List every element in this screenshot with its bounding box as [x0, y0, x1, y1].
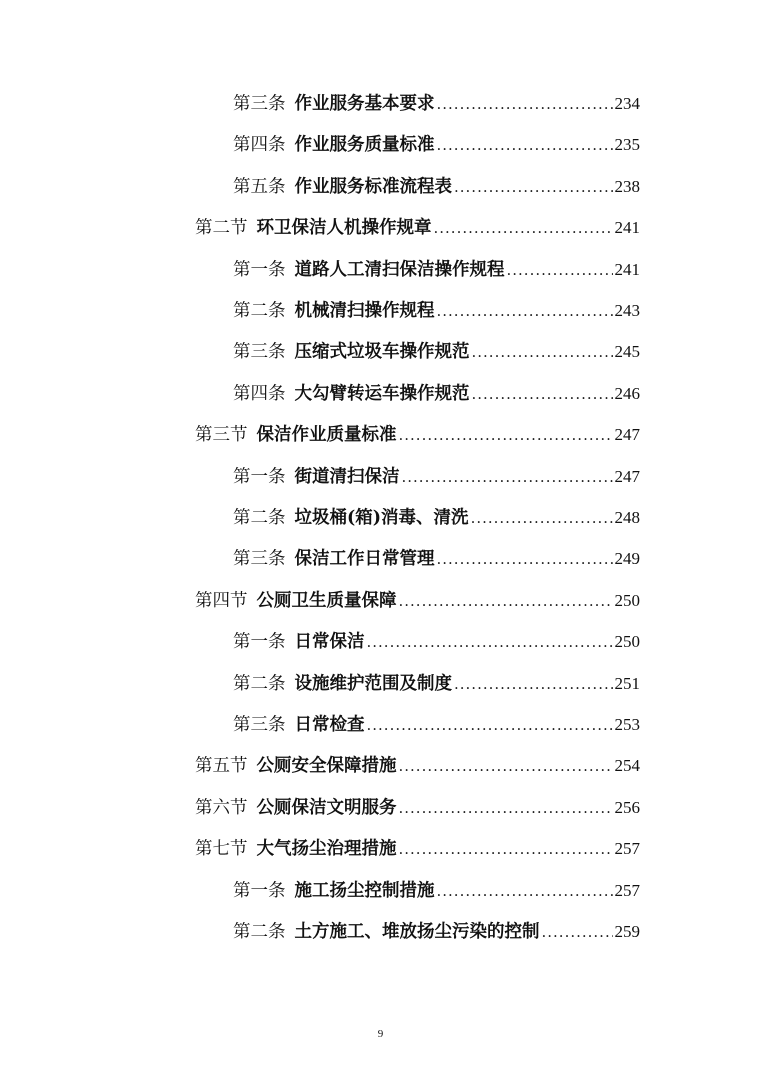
- toc-leader-dots: [471, 509, 613, 527]
- toc-entry-number: 第二条: [233, 673, 286, 694]
- toc-entry-number: 第三条: [233, 715, 286, 735]
- toc-entry-page: 249: [614, 549, 640, 569]
- toc-entry-title: 保洁工作日常管理: [294, 549, 435, 570]
- toc-entry-title: 道路人工清扫保洁操作规程: [294, 259, 505, 280]
- toc-entry-number: 第一条: [233, 466, 286, 487]
- toc-entry[interactable]: [233, 628, 640, 658]
- toc-entry-title: 公厕卫生质量保障: [256, 590, 397, 611]
- toc-leader-dots: [402, 468, 613, 486]
- toc-entry[interactable]: [233, 256, 640, 286]
- toc-leader-dots: [437, 95, 613, 113]
- toc-entry-page: 251: [614, 673, 640, 693]
- toc-entry-page: 241: [614, 259, 640, 279]
- toc-entry-title: 大勾臂转运车操作规范: [294, 383, 470, 404]
- toc-entry-page: 247: [614, 466, 640, 486]
- toc-entry-page: 243: [614, 301, 640, 320]
- toc-entry[interactable]: [195, 587, 640, 617]
- toc-entry-page: 256: [614, 797, 640, 817]
- toc-leader-dots: [367, 716, 613, 734]
- toc-leader-dots: [454, 675, 613, 693]
- toc-entry[interactable]: [233, 670, 640, 700]
- toc-leader-dots: [507, 261, 613, 279]
- toc-entry-title: 土方施工、堆放扬尘污染的控制: [294, 922, 540, 942]
- toc-entry-title: 公厕安全保障措施: [256, 756, 397, 777]
- toc-entry-title: 施工扬尘控制措施: [294, 880, 435, 901]
- toc-entry-number: 第四条: [233, 135, 286, 156]
- toc-entry-title: 机械清扫操作规程: [294, 301, 435, 321]
- toc-entry-page: 246: [614, 383, 640, 403]
- toc-entry-number: 第五节: [195, 756, 248, 777]
- toc-leader-dots: [434, 219, 613, 237]
- toc-entry[interactable]: [195, 835, 640, 865]
- toc-entry-page: 257: [614, 839, 640, 859]
- toc-entry-title: 压缩式垃圾车操作规范: [294, 342, 470, 363]
- toc-leader-dots: [399, 799, 613, 817]
- toc-entry-number: 第一条: [233, 259, 286, 280]
- toc-leader-dots: [472, 343, 613, 361]
- toc-entry[interactable]: [195, 214, 640, 244]
- toc-entry-number: 第四条: [233, 383, 286, 404]
- toc-entry[interactable]: [195, 752, 640, 782]
- toc-entry-number: 第三节: [195, 425, 248, 446]
- toc-entry[interactable]: [233, 504, 640, 534]
- toc-leader-dots: [399, 840, 613, 858]
- toc-entry-title: 环卫保洁人机操作规章: [256, 218, 432, 239]
- toc-entry-title: 作业服务基本要求: [294, 94, 435, 114]
- toc-entry[interactable]: [233, 877, 640, 907]
- toc-leader-dots: [542, 923, 613, 941]
- toc-entry-title: 保洁作业质量标准: [256, 425, 397, 446]
- toc-entry-number: 第五条: [233, 176, 286, 197]
- toc-leader-dots: [437, 136, 613, 154]
- toc-entry-page: 257: [614, 880, 640, 900]
- toc-entry[interactable]: [233, 380, 640, 410]
- toc-entry-page: 250: [614, 590, 640, 610]
- toc-leader-dots: [399, 757, 613, 775]
- toc-leader-dots: [437, 882, 613, 900]
- toc-entry[interactable]: [233, 338, 640, 368]
- toc-leader-dots: [472, 385, 613, 403]
- toc-entry-number: 第四节: [195, 590, 248, 611]
- toc-entry-page: 238: [614, 176, 640, 196]
- toc-entry-number: 第二条: [233, 922, 286, 942]
- toc-entry[interactable]: [233, 173, 640, 203]
- toc-entry-number: 第三条: [233, 94, 286, 114]
- toc-entry[interactable]: [195, 421, 640, 451]
- toc-entry[interactable]: [233, 131, 640, 161]
- toc-entry-number: 第二条: [233, 508, 286, 528]
- toc-entry-title: 作业服务质量标准: [294, 135, 435, 156]
- page-number: 9: [377, 1028, 384, 1040]
- toc-leader-dots: [437, 302, 613, 320]
- toc-leader-dots: [399, 426, 613, 444]
- toc-entry-page: 234: [614, 94, 640, 113]
- toc-entry[interactable]: [233, 545, 640, 575]
- toc-entry-number: 第三条: [233, 549, 286, 570]
- toc-entry-number: 第七节: [195, 839, 248, 860]
- toc-entry-title: 作业服务标准流程表: [294, 176, 452, 197]
- toc-entry-page: 245: [614, 342, 640, 362]
- toc-entry[interactable]: [233, 90, 640, 120]
- toc-entry-number: 第六节: [195, 797, 248, 818]
- toc-entry-number: 第二节: [195, 218, 248, 239]
- toc-entry-page: 259: [614, 922, 640, 941]
- toc-entry-number: 第三条: [233, 342, 286, 363]
- toc-entry-number: 第二条: [233, 301, 286, 321]
- toc-entry-title: 街道清扫保洁: [294, 466, 400, 487]
- toc-entry-title: 日常检查: [294, 715, 365, 735]
- toc-entry-title: 日常保洁: [294, 632, 365, 653]
- toc-entry-title: 垃圾桶(箱)消毒、清洗: [294, 508, 469, 528]
- toc-entry[interactable]: [233, 463, 640, 493]
- toc-entry-number: 第一条: [233, 632, 286, 653]
- toc-entry-page: 235: [614, 135, 640, 155]
- toc-entry[interactable]: [233, 297, 640, 327]
- toc-entry-page: 254: [614, 756, 640, 776]
- toc-entry-title: 公厕保洁文明服务: [256, 797, 397, 818]
- toc-entry-number: 第一条: [233, 880, 286, 901]
- toc-entry-page: 248: [614, 508, 640, 527]
- toc-leader-dots: [399, 592, 613, 610]
- toc-leader-dots: [367, 633, 613, 651]
- toc-entry-page: 241: [614, 218, 640, 238]
- toc-entry-page: 250: [614, 632, 640, 652]
- toc-entry[interactable]: [195, 794, 640, 824]
- toc-entry[interactable]: [233, 711, 640, 741]
- toc-entry-page: 247: [614, 425, 640, 445]
- toc-entry-title: 设施维护范围及制度: [294, 673, 452, 694]
- toc-entry-page: 253: [614, 715, 640, 734]
- toc-leader-dots: [437, 550, 613, 568]
- toc-entry[interactable]: [233, 918, 640, 948]
- toc-leader-dots: [454, 178, 613, 196]
- toc-entry-title: 大气扬尘治理措施: [256, 839, 397, 860]
